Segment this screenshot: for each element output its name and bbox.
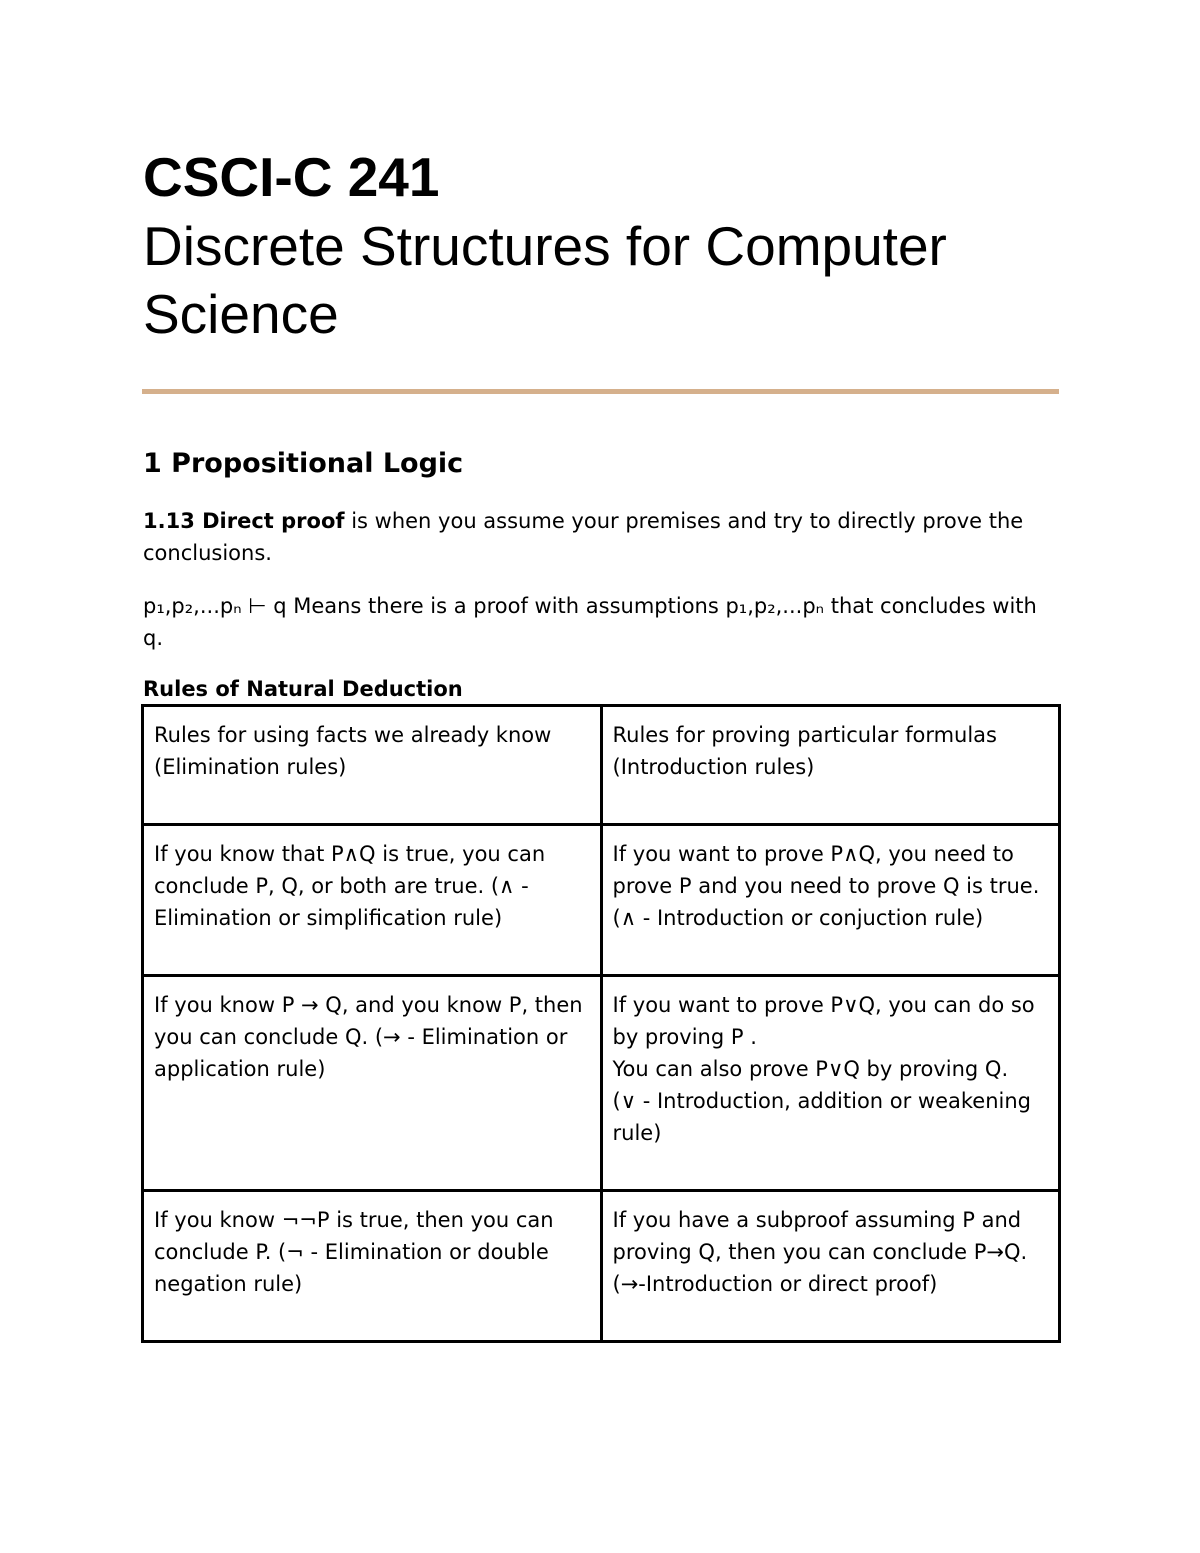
cell-text: If you want to prove P∧Q, you need to prove P and you need to prove Q is true. (∧ - Introduction or conjuction rule)	[612, 842, 1040, 930]
cell-text: If you know ¬¬P is true, then you can conclude P. (¬ - Elimination or double negation rule)	[154, 1208, 554, 1296]
table-caption: Rules of Natural Deduction	[143, 677, 463, 701]
cell-text: Rules for using facts we already know	[154, 723, 552, 747]
section-heading: 1 Propositional Logic	[143, 448, 464, 479]
table-cell-left	[143, 825, 602, 976]
table-cell-left	[143, 976, 602, 1191]
cell-text: If you know that P∧Q is true, you can conclude P, Q, or both are true. (∧ - Elimination or simplification rule)	[154, 842, 546, 930]
cell-text: If you know P → Q, and you know P, then you can conclude Q. (→ - Elimination or application rule)	[154, 993, 583, 1081]
cell-text: If you want to prove P∨Q, you can do so by proving P .	[612, 993, 1035, 1049]
table-cell-left	[143, 1191, 602, 1342]
direct-proof-paragraph	[143, 505, 1048, 569]
table-row	[143, 976, 1060, 1191]
course-code: CSCI-C 241	[143, 146, 440, 208]
table-row	[143, 706, 1060, 825]
direct-proof-definition: is when you assume your premises and try to directly prove the conclusions.	[143, 509, 1024, 565]
table-cell-right	[601, 976, 1060, 1191]
table-cell-left	[143, 706, 602, 825]
cell-text: If you have a subproof assuming P and proving Q, then you can conclude P→Q. (→-Introduction or direct proof)	[612, 1208, 1028, 1296]
cell-text: Rules for proving particular formulas	[612, 723, 997, 747]
table-row	[143, 1191, 1060, 1342]
notation-paragraph: p₁,p₂,...pₙ ⊢ q Means there is a proof with assumptions p₁,p₂,...pₙ that concludes with q.	[143, 594, 1037, 650]
title-divider	[142, 389, 1059, 394]
table-cell-right	[601, 1191, 1060, 1342]
cell-text: (Elimination rules)	[154, 755, 347, 779]
cell-text: (∨ - Introduction, addition or weakening rule)	[612, 1089, 1032, 1145]
table-row	[143, 825, 1060, 976]
table-cell-right	[601, 706, 1060, 825]
direct-proof-term: 1.13 Direct proof	[143, 509, 345, 533]
cell-text: You can also prove P∨Q by proving Q.	[612, 1057, 1009, 1081]
table-cell-right	[601, 825, 1060, 976]
course-title: Discrete Structures for Computer Science	[143, 215, 947, 345]
cell-text: (Introduction rules)	[612, 755, 815, 779]
rules-table	[141, 704, 1061, 1343]
